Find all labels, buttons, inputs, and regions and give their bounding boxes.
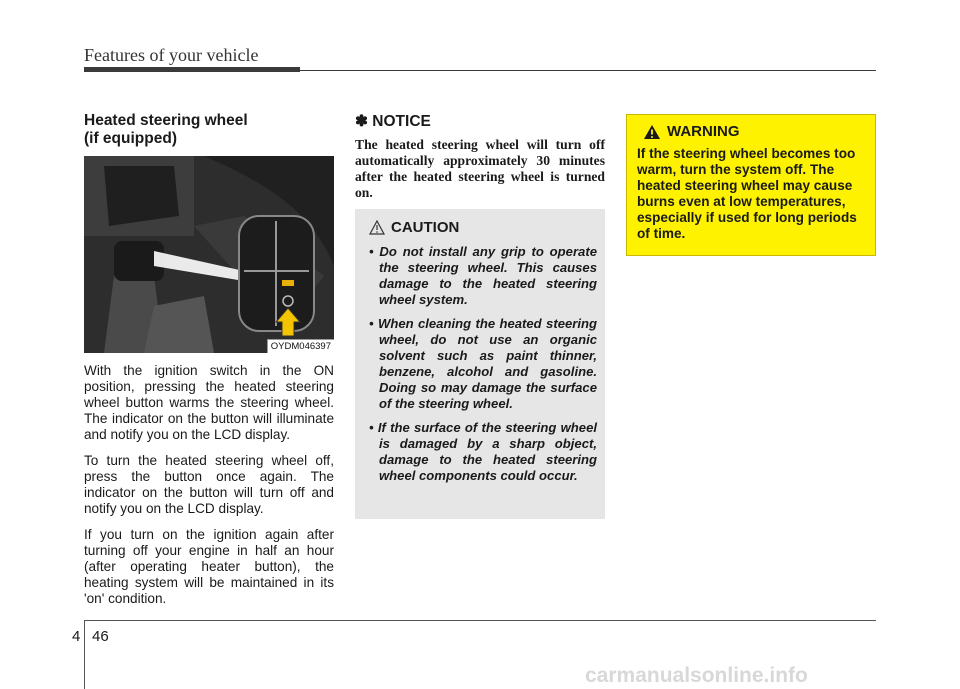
paragraph-2: To turn the heated steering wheel off, press the button once again. The indicator on the button will turn off and notify you on the LCD display. <box>84 453 334 516</box>
steering-wheel-photo <box>84 156 334 353</box>
header-rule-thin <box>300 70 876 71</box>
caution-item: • When cleaning the heated steering wheel, do not use an organic solvent such as paint thinner, benzene, alcohol and gasoline. Doing so may damage the surface of the steering wheel. <box>369 316 597 411</box>
caution-item: • If the surface of the steering wheel is damaged by a sharp object, damage to the heated steering wheel components could occur. <box>369 420 597 483</box>
caution-box <box>355 209 605 519</box>
figure-code: OYDM046397 <box>267 339 334 353</box>
section-heading: Heated steering wheel (if equipped) <box>84 112 248 147</box>
notice-section <box>355 112 605 201</box>
caution-title: CAUTION <box>391 219 460 236</box>
warning-triangle-icon <box>643 124 661 140</box>
paragraph-3: If you turn on the ignition again after turning off your engine in half an hour (after operating heater button), the heating system will be maintained in its 'on' condition. <box>84 527 334 606</box>
caution-item: • Do not install any grip to operate the steering wheel. This causes damage to the heated steering wheel system. <box>369 244 597 307</box>
caution-list <box>365 244 597 484</box>
caution-header <box>369 219 597 236</box>
section-number: 4 <box>72 628 81 645</box>
footer-rule <box>84 620 876 621</box>
page-number: 46 <box>92 628 109 645</box>
warning-header <box>643 123 865 140</box>
warning-title: WARNING <box>667 123 740 140</box>
notice-body: The heated steering wheel will turn off automatically approximately 30 minutes after the heated steering wheel is turned on. <box>355 137 605 200</box>
heated-steering-section <box>84 112 334 607</box>
steering-button-illustration <box>84 156 334 353</box>
warning-box <box>626 114 876 256</box>
notice-title: ✽ NOTICE <box>355 113 431 130</box>
caution-triangle-icon <box>369 220 385 235</box>
footer-divider <box>84 620 85 689</box>
warning-body: If the steering wheel becomes too warm, turn the system off. The heated steering wheel may cause burns even at low temperatures, especially if used for long periods of time. <box>637 146 857 241</box>
paragraph-1: With the ignition switch in the ON position, pressing the heated steering wheel button warms the steering wheel. The indicator on the button will illuminate and notify you on the LCD display. <box>84 363 334 442</box>
header-rule-thick <box>84 67 300 72</box>
page-header-title: Features of your vehicle <box>84 45 259 65</box>
watermark: carmanualsonline.info <box>585 664 808 687</box>
